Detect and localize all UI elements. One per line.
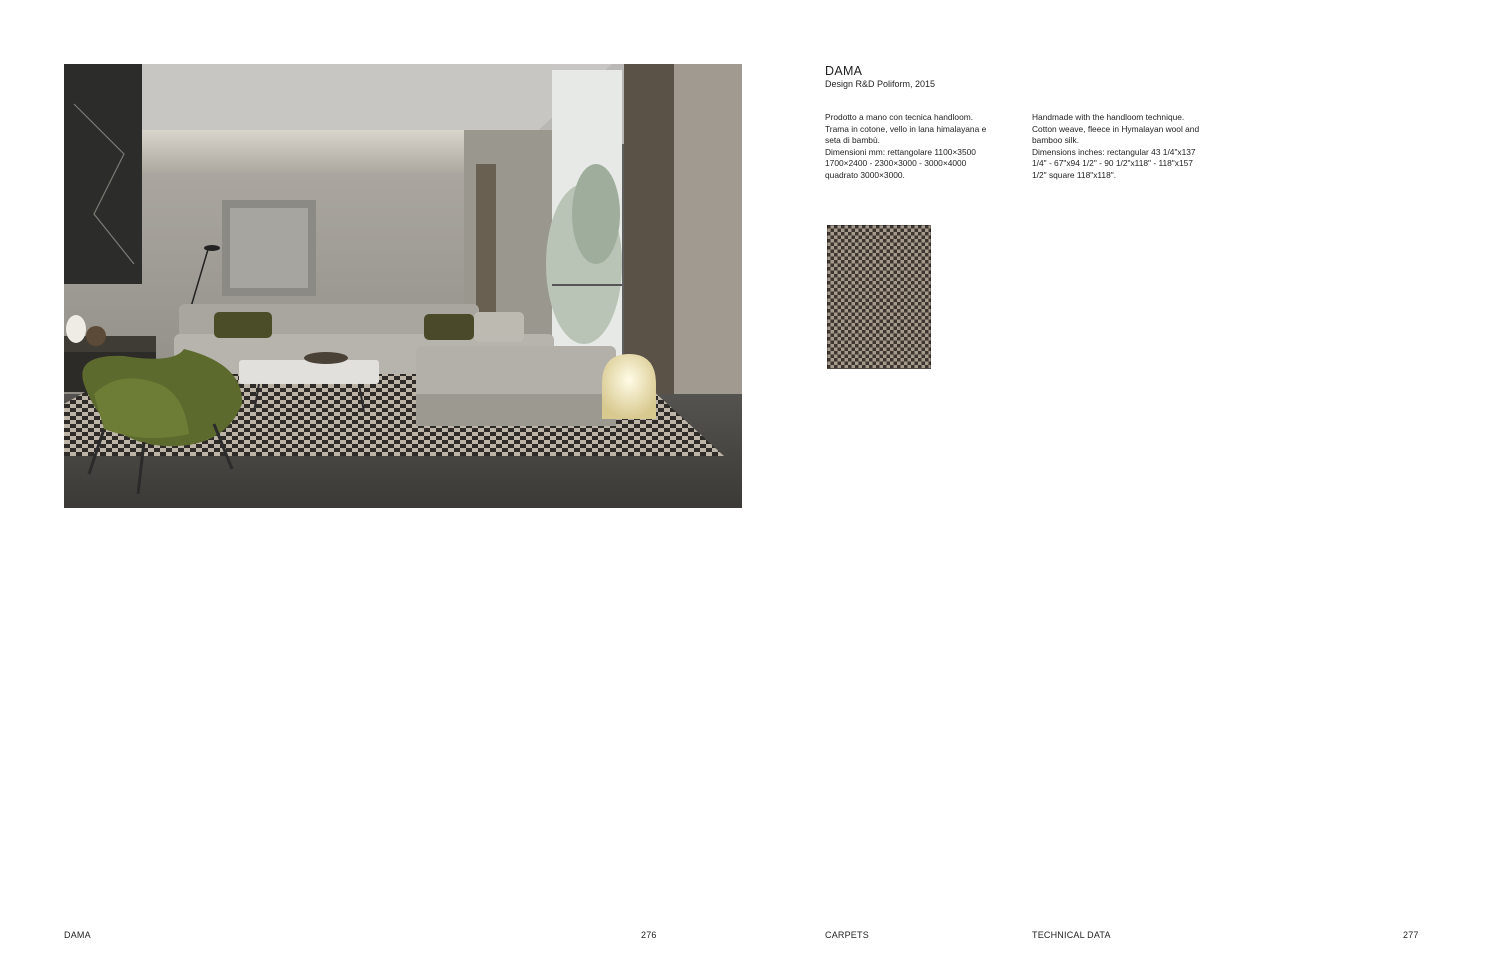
description-line: Dimensions inches: rectangular 43 1/4"x137 [1032, 146, 1196, 157]
description-line: Trama in cotone, vello in lana himalayana e [825, 123, 987, 134]
interior-photo [64, 64, 742, 508]
footer-product-label: DAMA [64, 930, 91, 940]
footer-section: CARPETS [825, 930, 869, 940]
footer-subsection: TECHNICAL DATA [1032, 930, 1111, 940]
description-line: Handmade with the handloom technique. [1032, 112, 1185, 122]
page-number-right: 277 [1403, 930, 1419, 940]
carpet-swatch [827, 225, 931, 369]
description-line: Cotton weave, fleece in Hymalayan wool and [1032, 123, 1200, 134]
description-line: 1700×2400 - 2300×3000 - 3000×4000 [825, 158, 967, 168]
product-title: DAMA [825, 64, 863, 78]
page-number-left: 276 [641, 930, 657, 940]
description-line: Prodotto a mano con tecnica handloom. [825, 112, 974, 122]
description-line: quadrato 3000×3000. [825, 169, 905, 180]
designer-credit: Design R&D Poliform, 2015 [825, 79, 936, 89]
living-room-scene [64, 64, 742, 508]
description-line: 1/4" - 67"x94 1/2" - 90 1/2"x118" - 118"x157 [1032, 158, 1193, 168]
description-line: bamboo silk. [1032, 135, 1080, 145]
description-italian [825, 112, 1005, 181]
description-line: seta di bambù. [825, 135, 880, 145]
description-line: Dimensioni mm: rettangolare 1100×3500 [825, 146, 976, 157]
description-english [1032, 112, 1222, 181]
description-line: 1/2" square 118"x118". [1032, 169, 1117, 180]
